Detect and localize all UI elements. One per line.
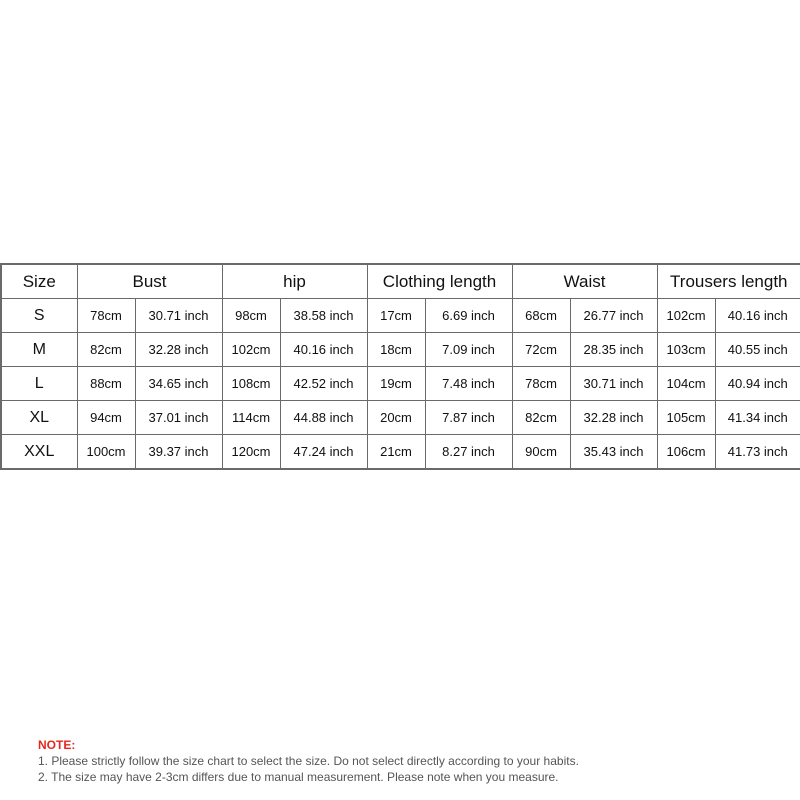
- table-cell: 7.87 inch: [425, 401, 512, 435]
- table-cell: 104cm: [657, 367, 715, 401]
- table-cell: 38.58 inch: [280, 299, 367, 333]
- table-cell: 98cm: [222, 299, 280, 333]
- table-cell: 26.77 inch: [570, 299, 657, 333]
- table-cell: 120cm: [222, 435, 280, 470]
- table-cell: 106cm: [657, 435, 715, 470]
- size-cell: XXL: [1, 435, 77, 470]
- size-cell: M: [1, 333, 77, 367]
- table-cell: 108cm: [222, 367, 280, 401]
- table-cell: 102cm: [657, 299, 715, 333]
- table-cell: 82cm: [512, 401, 570, 435]
- table-row: [1, 401, 800, 435]
- table-cell: 32.28 inch: [570, 401, 657, 435]
- table-row: [1, 299, 800, 333]
- note-section: [38, 737, 579, 785]
- table-cell: 18cm: [367, 333, 425, 367]
- table-cell: 114cm: [222, 401, 280, 435]
- table-header-row: [1, 264, 800, 299]
- table-cell: 72cm: [512, 333, 570, 367]
- table-cell: 47.24 inch: [280, 435, 367, 470]
- table-cell: 17cm: [367, 299, 425, 333]
- table-cell: 35.43 inch: [570, 435, 657, 470]
- table-cell: 32.28 inch: [135, 333, 222, 367]
- table-cell: 28.35 inch: [570, 333, 657, 367]
- table-cell: 103cm: [657, 333, 715, 367]
- table-cell: 20cm: [367, 401, 425, 435]
- note-line-1: 1. Please strictly follow the size chart to select the size. Do not select directly according to your habits.: [38, 754, 579, 768]
- size-chart-table: [0, 263, 800, 470]
- table-row: [1, 367, 800, 401]
- table-cell: 88cm: [77, 367, 135, 401]
- size-cell: L: [1, 367, 77, 401]
- table-cell: 21cm: [367, 435, 425, 470]
- table-cell: 40.94 inch: [715, 367, 800, 401]
- header-trousers-length: Trousers length: [657, 264, 800, 299]
- table-row: [1, 435, 800, 470]
- table-cell: 7.48 inch: [425, 367, 512, 401]
- table-cell: 6.69 inch: [425, 299, 512, 333]
- table-cell: 41.34 inch: [715, 401, 800, 435]
- table-cell: 90cm: [512, 435, 570, 470]
- table-cell: 82cm: [77, 333, 135, 367]
- table-cell: 94cm: [77, 401, 135, 435]
- table-cell: 41.73 inch: [715, 435, 800, 470]
- header-waist: Waist: [512, 264, 657, 299]
- table-cell: 34.65 inch: [135, 367, 222, 401]
- table-cell: 68cm: [512, 299, 570, 333]
- table-cell: 30.71 inch: [135, 299, 222, 333]
- note-title: NOTE:: [38, 738, 76, 752]
- table-cell: 37.01 inch: [135, 401, 222, 435]
- table-cell: 7.09 inch: [425, 333, 512, 367]
- table-cell: 44.88 inch: [280, 401, 367, 435]
- table-cell: 30.71 inch: [570, 367, 657, 401]
- table-cell: 40.16 inch: [280, 333, 367, 367]
- table-cell: 19cm: [367, 367, 425, 401]
- table-row: [1, 333, 800, 367]
- table-cell: 42.52 inch: [280, 367, 367, 401]
- header-bust: Bust: [77, 264, 222, 299]
- note-line-2: 2. The size may have 2-3cm differs due to manual measurement. Please note when you measure.: [38, 770, 559, 784]
- table-cell: 78cm: [512, 367, 570, 401]
- table-cell: 40.16 inch: [715, 299, 800, 333]
- table-cell: 102cm: [222, 333, 280, 367]
- header-size: Size: [1, 264, 77, 299]
- header-clothing-length: Clothing length: [367, 264, 512, 299]
- table-cell: 78cm: [77, 299, 135, 333]
- table-cell: 105cm: [657, 401, 715, 435]
- header-hip: hip: [222, 264, 367, 299]
- table-cell: 8.27 inch: [425, 435, 512, 470]
- table-cell: 100cm: [77, 435, 135, 470]
- table-cell: 39.37 inch: [135, 435, 222, 470]
- size-cell: XL: [1, 401, 77, 435]
- size-cell: S: [1, 299, 77, 333]
- table-cell: 40.55 inch: [715, 333, 800, 367]
